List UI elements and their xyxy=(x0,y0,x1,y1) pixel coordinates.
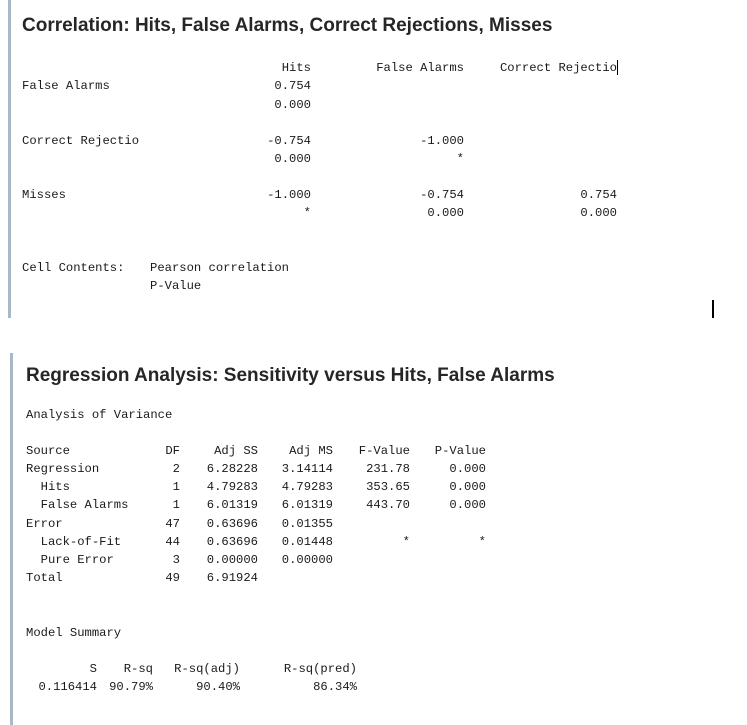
summary-value-rsq-pred: 86.34% xyxy=(313,680,357,694)
anova-adj-ss-cell: 0.00000 xyxy=(206,553,258,567)
model-summary-title: Model Summary xyxy=(26,626,122,640)
anova-adj-ss-cell: 0.63696 xyxy=(206,516,258,531)
row-label-misses: Misses xyxy=(22,188,66,202)
corr-cell: -0.754 xyxy=(267,134,311,148)
row-label-correct-rejections: Correct Rejectio xyxy=(22,134,140,148)
anova-header-df: DF xyxy=(165,444,180,458)
anova-source-cell: Error xyxy=(26,516,63,531)
summary-header-rsq-pred: R-sq(pred) xyxy=(283,662,357,676)
anova-adj-ms-cell: 4.79283 xyxy=(281,480,333,495)
cell-contents-line1: Pearson correlation xyxy=(150,261,289,275)
cell-contents-label: Cell Contents: xyxy=(22,261,125,275)
anova-adj-ms-cell: 3.14114 xyxy=(281,462,333,476)
pval-cell: 0.000 xyxy=(580,206,617,220)
summary-header-rsq-adj: R-sq(adj) xyxy=(174,662,240,676)
pval-cell: 0.000 xyxy=(274,152,311,166)
anova-p-value-cell: 0.000 xyxy=(449,480,486,495)
correlation-title: Correlation: Hits, False Alarms, Correct Rejections, Misses xyxy=(22,15,553,36)
ibeam-cursor-icon xyxy=(712,300,714,318)
pval-cell: * xyxy=(456,152,464,166)
pval-cell: * xyxy=(303,206,311,220)
summary-header-s: S xyxy=(89,662,97,676)
row-label-false-alarms: False Alarms xyxy=(22,79,110,93)
summary-value-rsq-adj: 90.40% xyxy=(196,680,240,694)
col-header-hits: Hits xyxy=(281,61,311,75)
anova-p-value-cell: * xyxy=(478,534,486,549)
anova-header-source: Source xyxy=(26,444,70,458)
anova-source-cell: Pure Error xyxy=(26,553,114,567)
anova-adj-ss-cell: 0.63696 xyxy=(206,534,258,549)
anova-df-cell: 47 xyxy=(165,516,180,531)
corr-cell: 0.754 xyxy=(274,79,311,93)
anova-df-cell: 3 xyxy=(172,553,180,567)
anova-adj-ms-cell: 0.00000 xyxy=(281,553,333,567)
anova-header-adj-ss: Adj SS xyxy=(214,444,258,458)
panel-left-border xyxy=(10,353,13,725)
summary-value-rsq: 90.79% xyxy=(109,680,153,694)
cell-contents-line2: P-Value xyxy=(150,279,202,293)
regression-panel xyxy=(0,345,747,725)
anova-adj-ss-cell: 6.01319 xyxy=(206,498,258,513)
anova-df-cell: 44 xyxy=(165,534,180,549)
anova-header-p-value: P-Value xyxy=(434,444,486,458)
anova-p-value-cell: 0.000 xyxy=(449,462,486,476)
anova-f-value-cell: 231.78 xyxy=(366,462,410,476)
text-cursor xyxy=(617,60,618,75)
summary-header-rsq: R-sq xyxy=(123,662,153,676)
corr-cell: 0.754 xyxy=(580,188,617,202)
anova-header-adj-ms: Adj MS xyxy=(289,444,333,458)
col-header-false-alarms: False Alarms xyxy=(376,61,464,75)
anova-adj-ss-cell: 6.28228 xyxy=(206,462,258,476)
anova-source-cell: Hits xyxy=(26,480,70,495)
anova-adj-ms-cell: 0.01448 xyxy=(281,534,333,549)
anova-p-value-cell: 0.000 xyxy=(449,498,486,513)
anova-f-value-cell: * xyxy=(402,534,410,549)
anova-df-cell: 49 xyxy=(165,571,180,586)
pval-cell: 0.000 xyxy=(274,98,311,112)
corr-cell: -1.000 xyxy=(420,134,464,148)
anova-adj-ms-cell: 6.01319 xyxy=(281,498,333,513)
anova-title: Analysis of Variance xyxy=(26,408,173,422)
anova-adj-ss-cell: 4.79283 xyxy=(206,480,258,495)
anova-source-cell: False Alarms xyxy=(26,498,129,513)
correlation-panel xyxy=(0,0,747,318)
corr-cell: -1.000 xyxy=(267,188,311,202)
anova-f-value-cell: 443.70 xyxy=(366,498,410,513)
col-header-correct-rejections: Correct Rejectio xyxy=(499,61,617,75)
corr-cell: -0.754 xyxy=(420,188,464,202)
anova-header-f-value: F-Value xyxy=(358,444,410,458)
anova-df-cell: 2 xyxy=(172,462,180,476)
anova-adj-ms-cell: 0.01355 xyxy=(281,516,333,531)
summary-value-s: 0.116414 xyxy=(38,680,97,694)
anova-df-cell: 1 xyxy=(172,480,180,495)
anova-source-cell: Regression xyxy=(26,462,100,476)
anova-f-value-cell: 353.65 xyxy=(366,480,410,495)
pval-cell: 0.000 xyxy=(427,206,464,220)
anova-adj-ss-cell: 6.91924 xyxy=(206,571,258,586)
regression-title: Regression Analysis: Sensitivity versus Hits, False Alarms xyxy=(26,365,555,386)
anova-source-cell: Lack-of-Fit xyxy=(26,534,122,549)
anova-source-cell: Total xyxy=(26,571,63,586)
anova-df-cell: 1 xyxy=(172,498,180,513)
panel-left-border xyxy=(8,0,11,318)
